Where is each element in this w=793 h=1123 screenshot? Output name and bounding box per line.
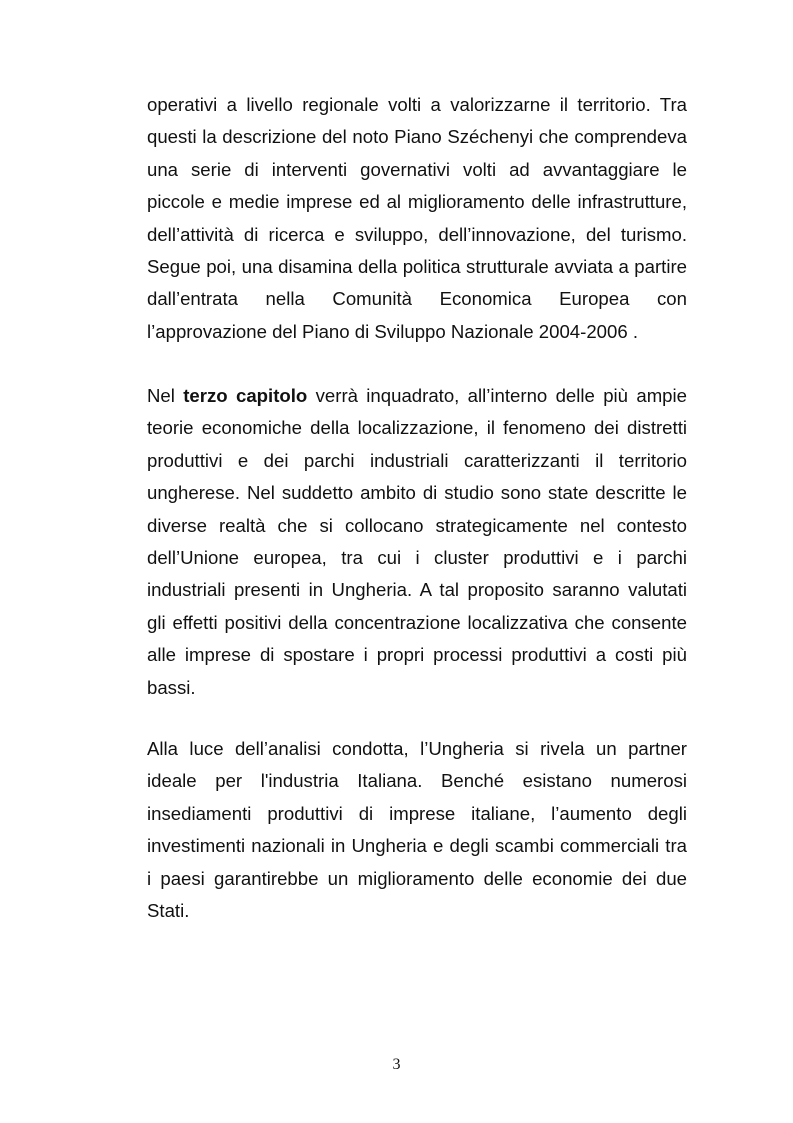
text-line: bassi.: [147, 676, 196, 698]
text-fragment: Nel: [147, 385, 184, 406]
text-line: l’approvazione del Piano di Sviluppo Nazionale 2004-2006 .: [147, 320, 639, 342]
paragraph-2: [147, 380, 687, 704]
text-line: insediamenti produttivi di imprese italiane, l’aumento degli: [147, 802, 687, 824]
text-line: Alla luce dell’analisi condotta, l’Ungheria si rivela un partner: [147, 738, 687, 759]
paragraph-1: [147, 89, 687, 348]
text-line: industriali presenti in Ungheria. A tal proposito saranno valutati: [147, 579, 687, 601]
text-line: i paesi garantirebbe un miglioramento delle economie dei due: [147, 867, 687, 889]
text-line: dall’entrata nella Comunità Economica Europea con: [147, 288, 687, 310]
text-line: teorie economiche della localizzazione, il fenomeno dei distretti: [147, 417, 687, 439]
text-line: dell’attività di ricerca e sviluppo, dell’innovazione, del turismo.: [147, 223, 687, 245]
text-line: ungherese. Nel suddetto ambito di studio sono state descritte le: [147, 482, 687, 504]
text-line: piccole e medie imprese ed al miglioramento delle infrastrutture,: [147, 191, 687, 213]
text-line: Segue poi, una disamina della politica strutturale avviata a partire: [147, 256, 687, 278]
text-line: diverse realtà che si collocano strategicamente nel contesto: [147, 514, 687, 536]
page-number: 3: [392, 1056, 401, 1073]
paragraph-3: [147, 733, 687, 927]
text-line: Stati.: [147, 900, 190, 922]
text-line: produttivi e dei parchi industriali caratterizzanti il territorio: [147, 449, 687, 471]
text-line: questi la descrizione del noto Piano Széchenyi che comprendeva: [147, 126, 687, 148]
bold-phrase: terzo capitolo: [183, 385, 308, 406]
text-line: operativi a livello regionale volti a valorizzarne il territorio. Tra: [147, 94, 687, 115]
text-line: [147, 380, 687, 412]
text-fragment: verrà inquadrato, all’interno delle più ampie: [307, 385, 687, 406]
text-line: una serie di interventi governativi volti ad avvantaggiare le: [147, 158, 687, 180]
text-line: dell’Unione europea, tra cui i cluster produttivi e i parchi: [147, 547, 687, 569]
text-line: investimenti nazionali in Ungheria e degli scambi commerciali tra: [147, 835, 687, 857]
text-line: alle imprese di spostare i propri processi produttivi a costi più: [147, 644, 687, 666]
text-line: gli effetti positivi della concentrazione localizzativa che consente: [147, 611, 687, 633]
text-line: ideale per l'industria Italiana. Benché esistano numerosi: [147, 770, 687, 792]
